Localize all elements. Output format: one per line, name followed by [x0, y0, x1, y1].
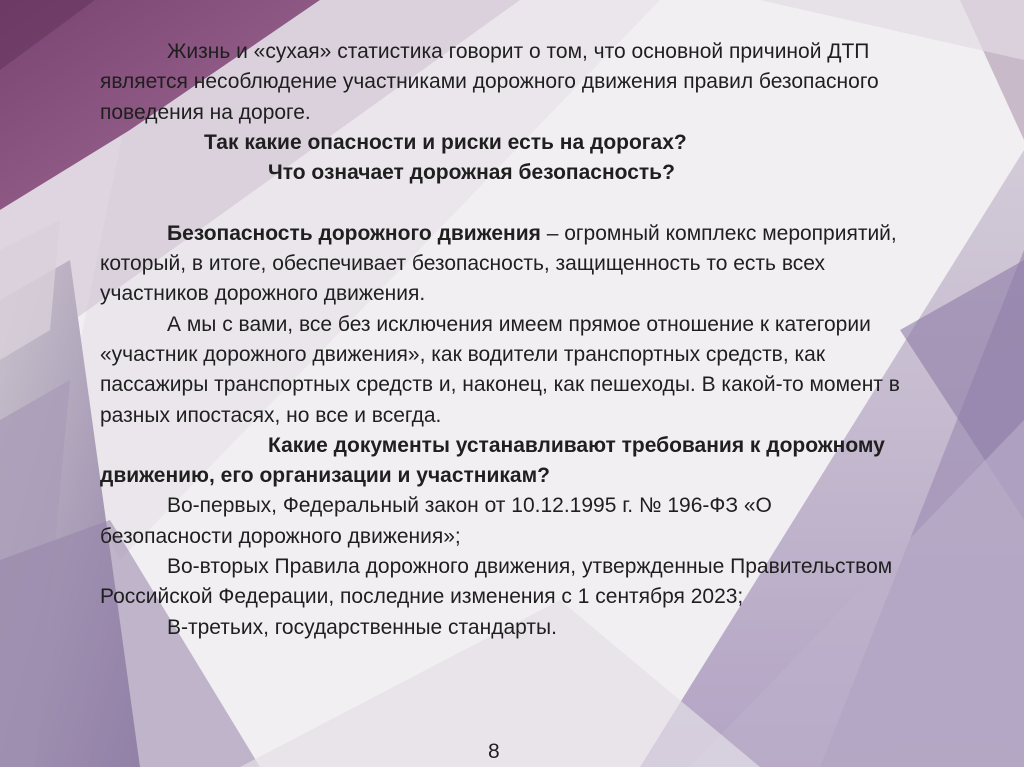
slide-body — [100, 37, 900, 643]
document-item-3: В-третьих, государственные стандарты. — [167, 615, 557, 639]
document-item-2: Во-вторых Правила дорожного движения, утвержденные Правительством Российской Федерации, последние изменения с 1 сентября 2023; — [100, 555, 893, 609]
question-risks: Так какие опасности и риски есть на дорогах? — [204, 130, 687, 154]
definition-text: – огромный комплекс мероприятий, который, в итоге, обеспечивает безопасность, защищенность то есть всех участников дорожного движения. — [100, 221, 897, 306]
spacer — [100, 188, 900, 218]
slide-number: 8 — [488, 740, 500, 763]
participants-paragraph: А мы с вами, все без исключения имеем прямое отношение к категории «участник дорожного движения», как водители транспортных средств, как пассажиры транспортных средств и, наконец, как пешеходы. В какой-то момент в разных ипостасях, но все и всегда. — [100, 312, 900, 427]
intro-paragraph: Жизнь и «сухая» статистика говорит о том, что основной причиной ДТП является несоблюдение участниками дорожного движения правил безопасного поведения на дороге. — [100, 40, 879, 124]
question-documents: Какие документы устанавливают требования к дорожному движению, его организации и участникам? — [100, 433, 885, 488]
document-item-1: Во-первых, Федеральный закон от 10.12.1995 г. № 196-ФЗ «О безопасности дорожного движения»; — [100, 494, 772, 548]
definition-term: Безопасность дорожного движения — [167, 221, 541, 245]
definition-paragraph — [100, 219, 900, 310]
question-safety: Что означает дорожная безопасность? — [268, 161, 675, 185]
